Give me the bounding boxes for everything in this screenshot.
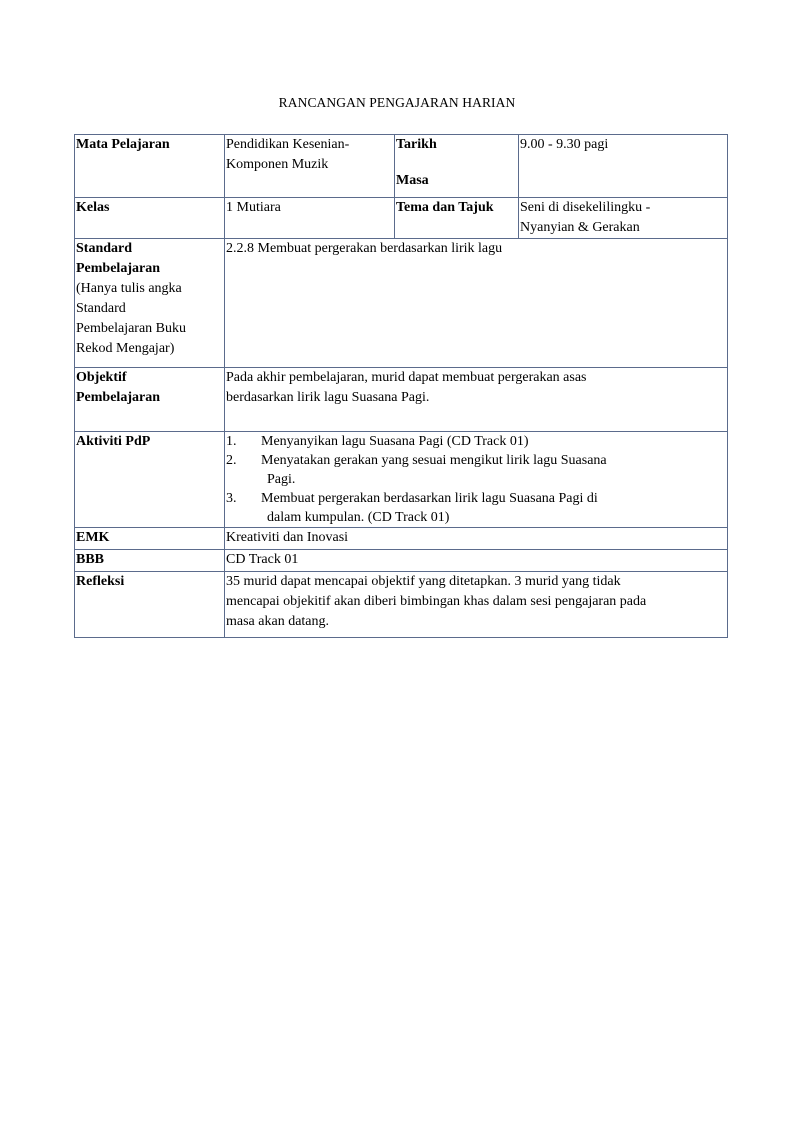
bbb-value: CD Track 01 bbox=[225, 550, 728, 572]
standard-note-line-1: (Hanya tulis angka bbox=[76, 281, 182, 296]
list-item-number: 3. bbox=[226, 491, 237, 506]
mata-pelajaran-value bbox=[225, 135, 395, 198]
standard-label-line-1: Standard bbox=[76, 241, 133, 256]
list-item-number: 2. bbox=[226, 453, 237, 468]
table-row bbox=[75, 135, 728, 198]
table-row bbox=[75, 368, 728, 432]
table-row bbox=[75, 550, 728, 572]
table-row bbox=[75, 432, 728, 528]
aktiviti-label: Aktiviti PdP bbox=[75, 432, 225, 528]
lesson-plan-table bbox=[74, 134, 728, 638]
objektif-label-line-1: Objektif bbox=[76, 370, 127, 385]
page-title: RANCANGAN PENGAJARAN HARIAN bbox=[278, 95, 516, 110]
emk-label: EMK bbox=[75, 528, 225, 550]
mata-pelajaran-line-1: Pendidikan Kesenian- bbox=[226, 137, 350, 152]
objektif-value-line-1: Pada akhir pembelajaran, murid dapat membuat pergerakan asas bbox=[226, 370, 587, 385]
tema-label: Tema dan Tajuk bbox=[395, 198, 519, 239]
list-item-text: Menyanyikan lagu Suasana Pagi (CD Track 01) bbox=[261, 434, 529, 449]
objektif-label bbox=[75, 368, 225, 432]
aktiviti-list bbox=[226, 432, 726, 527]
tarikh-masa-label-cell bbox=[395, 135, 519, 198]
table-row bbox=[75, 198, 728, 239]
refleksi-value bbox=[225, 572, 728, 638]
list-item bbox=[226, 451, 726, 489]
tema-value bbox=[519, 198, 728, 239]
mata-pelajaran-label: Mata Pelajaran bbox=[75, 135, 225, 198]
standard-label-line-2: Pembelajaran bbox=[76, 261, 160, 276]
kelas-label: Kelas bbox=[75, 198, 225, 239]
refleksi-value-line-3: masa akan datang. bbox=[226, 614, 330, 629]
standard-note-line-4: Rekod Mengajar) bbox=[76, 341, 175, 356]
list-item-text: Membuat pergerakan berdasarkan lirik lagu Suasana Pagi di bbox=[261, 491, 598, 506]
objektif-label-line-2: Pembelajaran bbox=[76, 390, 160, 405]
emk-value: Kreativiti dan Inovasi bbox=[225, 528, 728, 550]
list-item bbox=[226, 432, 726, 451]
list-item-number: 1. bbox=[226, 434, 237, 449]
standard-note-line-3: Pembelajaran Buku bbox=[76, 321, 187, 336]
list-item bbox=[226, 489, 726, 527]
list-item-text-continued: dalam kumpulan. (CD Track 01) bbox=[267, 510, 450, 525]
table-row bbox=[75, 572, 728, 638]
tarikh-label: Tarikh bbox=[396, 137, 437, 152]
tarikh-value: 9.00 - 9.30 pagi bbox=[519, 135, 728, 198]
standard-value: 2.2.8 Membuat pergerakan berdasarkan lirik lagu bbox=[225, 239, 728, 368]
refleksi-value-line-1: 35 murid dapat mencapai objektif yang ditetapkan. 3 murid yang tidak bbox=[226, 574, 621, 589]
standard-label bbox=[75, 239, 225, 368]
kelas-value: 1 Mutiara bbox=[225, 198, 395, 239]
masa-label: Masa bbox=[396, 173, 429, 188]
tema-value-line-1: Seni di disekelilingku - bbox=[520, 200, 651, 215]
tema-value-line-2: Nyanyian & Gerakan bbox=[520, 220, 640, 235]
table-row bbox=[75, 528, 728, 550]
aktiviti-value bbox=[225, 432, 728, 528]
table-row bbox=[75, 239, 728, 368]
bbb-label: BBB bbox=[75, 550, 225, 572]
objektif-value-line-2: berdasarkan lirik lagu Suasana Pagi. bbox=[226, 390, 430, 405]
refleksi-value-line-2: mencapai objekitif akan diberi bimbingan khas dalam sesi pengajaran pada bbox=[226, 594, 647, 609]
list-item-text-continued: Pagi. bbox=[267, 472, 296, 487]
mata-pelajaran-line-2: Komponen Muzik bbox=[226, 157, 329, 172]
standard-note-line-2: Standard bbox=[76, 301, 126, 316]
refleksi-label: Refleksi bbox=[75, 572, 225, 638]
objektif-value bbox=[225, 368, 728, 432]
list-item-text: Menyatakan gerakan yang sesuai mengikut lirik lagu Suasana bbox=[261, 453, 607, 468]
